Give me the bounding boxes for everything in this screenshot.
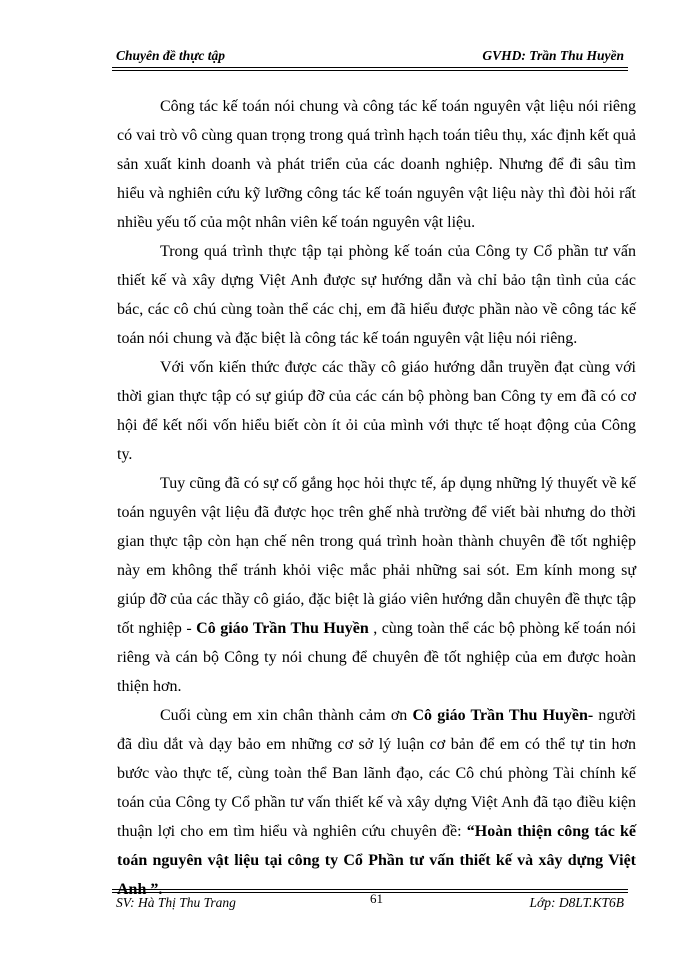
paragraph-5 — [117, 701, 636, 904]
page-header — [112, 44, 628, 66]
header-rule — [112, 67, 628, 71]
paragraph-2-text: Trong quá trình thực tập tại phòng kế toán của Công ty Cổ phần tư vấn thiết kế và xây dựng Việt Anh được sự hướng dẫn và chỉ bảo tận tình của các bác, các cô chú cùng toàn thể các chị, em đã hiểu được phần nào về công tác kế toán nói chung và đặc biệt là công tác kế toán nguyên vật liệu nói riêng. — [117, 243, 636, 347]
paragraph-5-text-a: Cuối cùng em xin chân thành cảm ơn — [160, 707, 413, 724]
thesis-title-bold: “Hoàn thiện công tác kế toán nguyên vật liệu tại công ty Cổ Phần tư vấn thiết kế và xây dựng Việt Anh ”. — [117, 823, 636, 898]
header-topic: Chuyên đề thực tập — [116, 48, 225, 63]
paragraph-3 — [117, 353, 636, 469]
paragraph-1 — [117, 92, 636, 237]
page-footer — [112, 891, 628, 915]
supervisor-name-bold: Cô giáo Trần Thu Huyền — [196, 620, 369, 637]
footer-student: SV: Hà Thị Thu Trang — [116, 895, 236, 910]
paragraph-3-text: Với vốn kiến thức được các thầy cô giáo hướng dẫn truyền đạt cùng với thời gian thực tập có sự giúp đỡ của các cán bộ phòng ban Công ty em đã có cơ hội để kết nối vốn hiểu biết còn ít ỏi của mình với thực tế hoạt động của Công ty. — [117, 359, 636, 463]
paragraph-4 — [117, 469, 636, 701]
header-supervisor: GVHD: Trần Thu Huyền — [482, 48, 624, 63]
paragraph-4-text-b: , cùng toàn thể các bộ phòng kế toán nói riêng và cán bộ Công ty nói chung để chuyên đề tốt nghiệp của em được hoàn thiện hơn. — [117, 620, 637, 695]
paragraph-4-text-a: Tuy cũng đã có sự cố gắng học hỏi thực tế, áp dụng những lý thuyết về kế toán nguyên vật liệu đã được học trên ghế nhà trường để viết bài nhưng do thời gian thực tập còn hạn chế nên trong quá trình hoàn thành chuyên đề tốt nghiệp này em không thể tránh khỏi việc mắc phải những sai sót. Em kính mong sự giúp đỡ của các thầy cô giáo, đặc biệt là giáo viên hướng dẫn chuyên đề thực tập tốt nghiệp - — [117, 475, 636, 637]
footer-class: Lớp: D8LT.KT6B — [529, 895, 624, 910]
supervisor-name-bold-2: Cô giáo Trần Thu Huyền- — [412, 707, 594, 724]
paragraph-2 — [117, 237, 636, 353]
paragraph-5-text-b: người đã dìu dắt và dạy bảo em những cơ sở lý luận cơ bản để em có thể tự tin hơn bước vào thực tế, cùng toàn thể Ban lãnh đạo, các Cô chú phòng Tài chính kế toán của Công ty Cổ phần tư vấn thiết kế và xây dựng Việt Anh đã tạo điều kiện thuận lợi cho em tìm hiểu và nghiên cứu chuyên đề: — [117, 707, 637, 840]
paragraph-1-text: Công tác kế toán nói chung và công tác kế toán nguyên vật liệu nói riêng có vai trò vô cùng quan trọng trong quá trình hạch toán tiêu thụ, xác định kết quả sản xuất kinh doanh và phát triển của các doanh nghiệp. Nhưng để đi sâu tìm hiểu và nghiên cứu kỹ lưỡng công tác kế toán nguyên vật liệu này thì đòi hỏi rất nhiều yếu tố của một nhân viên kế toán nguyên vật liệu. — [117, 98, 636, 231]
page-number: 61 — [370, 891, 383, 906]
document-body — [117, 92, 636, 904]
